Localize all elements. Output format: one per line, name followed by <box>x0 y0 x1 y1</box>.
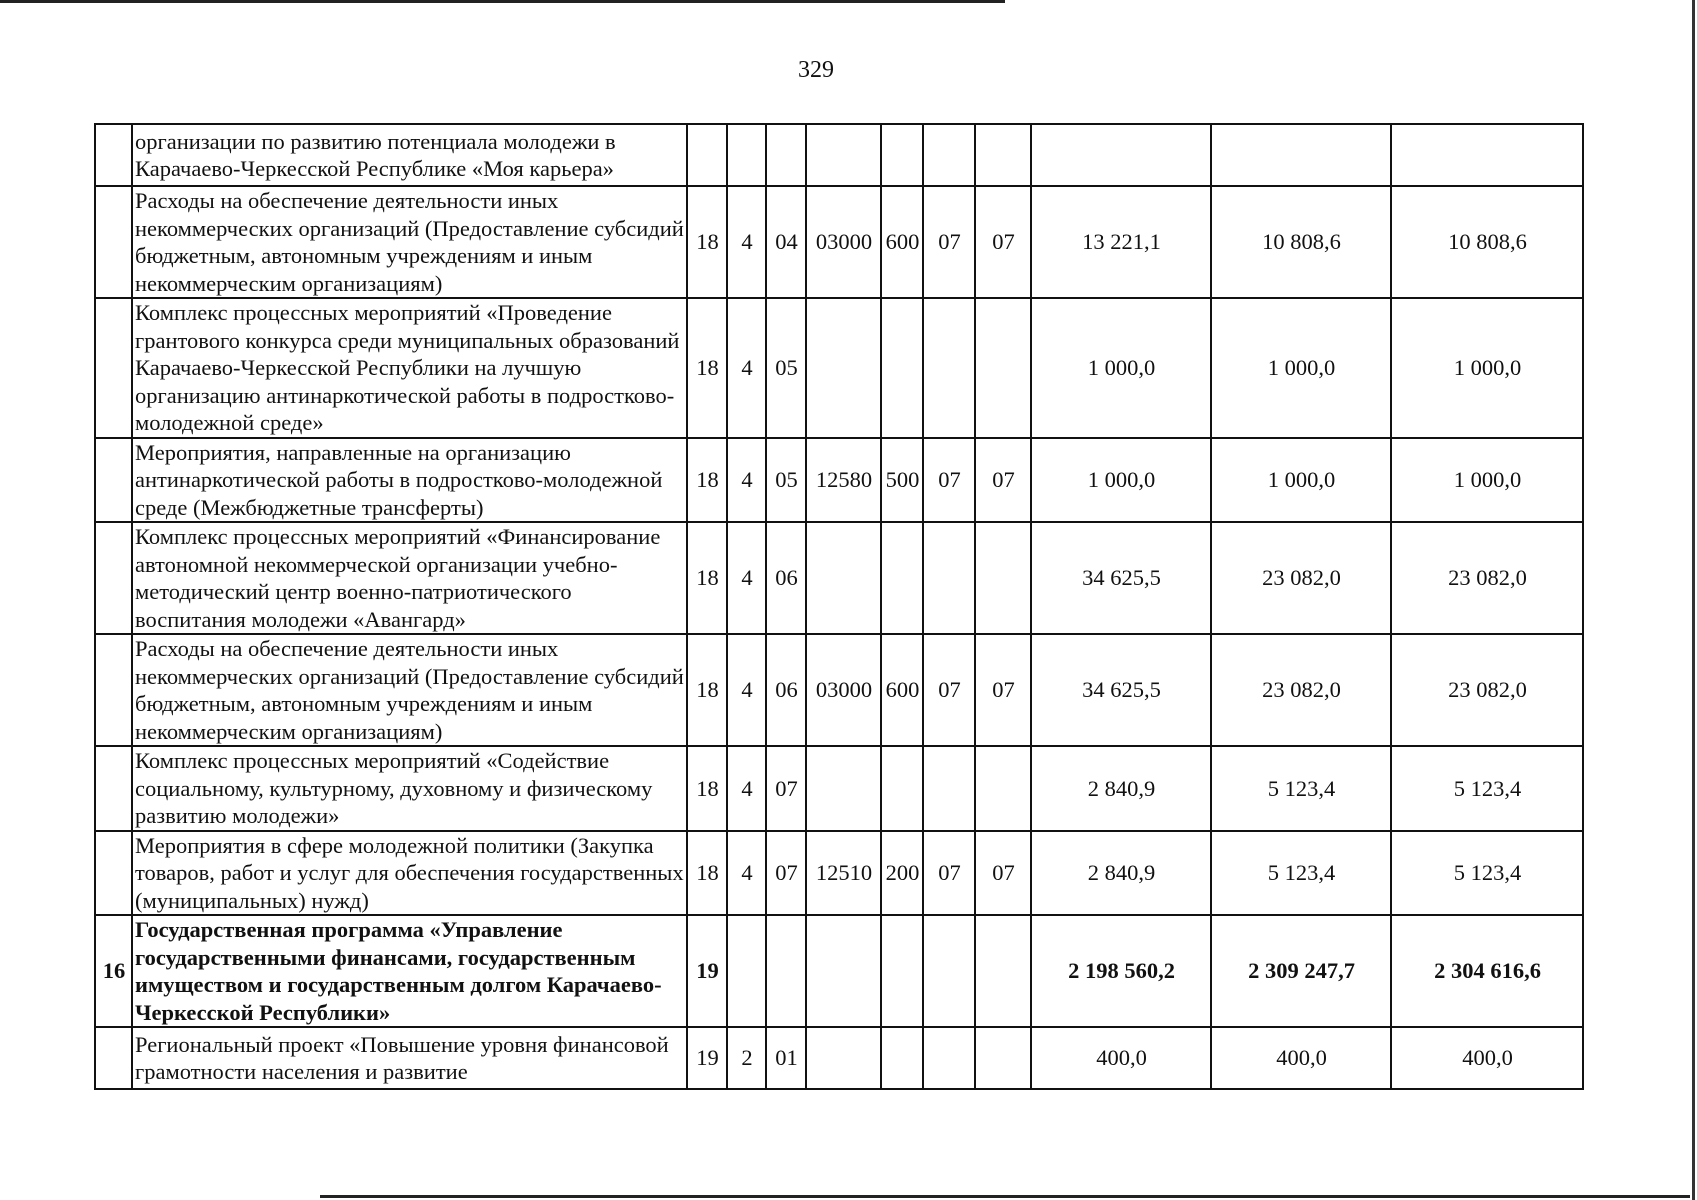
code-direction <box>806 124 881 186</box>
code-expense-type <box>881 298 923 438</box>
scan-edge-right <box>1692 0 1695 1200</box>
code-type: 4 <box>727 634 766 746</box>
row-name: Мероприятия в сфере молодежной политики (Закупка товаров, работ и услуг для обеспечения государственных (муниципальных) нужд) <box>132 831 687 916</box>
code-expense-type: 200 <box>881 831 923 916</box>
code-section <box>923 124 975 186</box>
amount-year-3: 5 123,4 <box>1391 831 1583 916</box>
code-subsection <box>975 522 1031 634</box>
amount-year-2: 5 123,4 <box>1211 831 1391 916</box>
code-section: 07 <box>923 186 975 298</box>
code-subsection <box>975 298 1031 438</box>
code-subsection: 07 <box>975 831 1031 916</box>
code-struct: 05 <box>766 438 806 523</box>
amount-year-1: 2 840,9 <box>1031 831 1211 916</box>
row-name: Комплекс процессных мероприятий «Содействие социальному, культурному, духовному и физическому развитию молодежи» <box>132 746 687 831</box>
amount-year-3: 10 808,6 <box>1391 186 1583 298</box>
table-row <box>95 746 1583 831</box>
table-row <box>95 831 1583 916</box>
amount-year-3: 1 000,0 <box>1391 298 1583 438</box>
code-type: 4 <box>727 522 766 634</box>
amount-year-3: 1 000,0 <box>1391 438 1583 523</box>
table-row <box>95 186 1583 298</box>
code-section: 07 <box>923 634 975 746</box>
code-direction: 12580 <box>806 438 881 523</box>
code-type: 4 <box>727 186 766 298</box>
row-number <box>95 438 132 523</box>
code-subsection: 07 <box>975 438 1031 523</box>
code-direction <box>806 1027 881 1089</box>
amount-year-1: 34 625,5 <box>1031 634 1211 746</box>
row-number <box>95 298 132 438</box>
code-gp: 18 <box>687 522 727 634</box>
amount-year-2: 23 082,0 <box>1211 522 1391 634</box>
code-gp: 18 <box>687 186 727 298</box>
code-gp: 18 <box>687 634 727 746</box>
code-gp: 18 <box>687 438 727 523</box>
code-gp: 18 <box>687 746 727 831</box>
amount-year-1: 1 000,0 <box>1031 438 1211 523</box>
scan-edge-top <box>0 0 1005 3</box>
code-expense-type <box>881 522 923 634</box>
code-gp: 18 <box>687 831 727 916</box>
code-direction <box>806 298 881 438</box>
code-gp <box>687 124 727 186</box>
row-number <box>95 124 132 186</box>
row-number <box>95 1027 132 1089</box>
code-struct: 07 <box>766 746 806 831</box>
code-section <box>923 522 975 634</box>
table-row <box>95 124 1583 186</box>
code-expense-type <box>881 1027 923 1089</box>
code-expense-type <box>881 746 923 831</box>
code-type <box>727 915 766 1027</box>
amount-year-1: 2 198 560,2 <box>1031 915 1211 1027</box>
row-name: Государственная программа «Управление государственными финансами, государственным имуществом и государственным долгом Карачаево-Черкесской Республики» <box>132 915 687 1027</box>
amount-year-3: 23 082,0 <box>1391 522 1583 634</box>
row-number: 16 <box>95 915 132 1027</box>
code-subsection <box>975 746 1031 831</box>
amount-year-2 <box>1211 124 1391 186</box>
code-type <box>727 124 766 186</box>
page-number: 329 <box>798 57 834 83</box>
table-row <box>95 1027 1583 1089</box>
code-struct <box>766 124 806 186</box>
code-struct: 04 <box>766 186 806 298</box>
code-subsection <box>975 915 1031 1027</box>
code-type: 4 <box>727 746 766 831</box>
amount-year-2: 10 808,6 <box>1211 186 1391 298</box>
amount-year-2: 2 309 247,7 <box>1211 915 1391 1027</box>
code-direction <box>806 522 881 634</box>
table-row <box>95 438 1583 523</box>
code-section <box>923 915 975 1027</box>
row-number <box>95 634 132 746</box>
table-body <box>95 124 1583 1089</box>
row-name: Мероприятия, направленные на организацию антинаркотической работы в подростково-молодежной среде (Межбюджетные трансферты) <box>132 438 687 523</box>
amount-year-2: 1 000,0 <box>1211 438 1391 523</box>
amount-year-1: 400,0 <box>1031 1027 1211 1089</box>
code-type: 4 <box>727 831 766 916</box>
row-number <box>95 522 132 634</box>
table-row <box>95 298 1583 438</box>
row-name: организации по развитию потенциала молодежи в Карачаево-Черкесской Республике «Моя карьера» <box>132 124 687 186</box>
row-name: Комплекс процессных мероприятий «Финансирование автономной некоммерческой организации учебно-методический центр военно-патриотического воспитания молодежи «Авангард» <box>132 522 687 634</box>
amount-year-3: 23 082,0 <box>1391 634 1583 746</box>
code-struct: 06 <box>766 522 806 634</box>
code-section <box>923 1027 975 1089</box>
code-struct: 06 <box>766 634 806 746</box>
row-number <box>95 186 132 298</box>
amount-year-2: 1 000,0 <box>1211 298 1391 438</box>
code-section: 07 <box>923 831 975 916</box>
code-gp: 19 <box>687 915 727 1027</box>
code-type: 2 <box>727 1027 766 1089</box>
code-expense-type <box>881 124 923 186</box>
amount-year-3: 2 304 616,6 <box>1391 915 1583 1027</box>
code-subsection: 07 <box>975 186 1031 298</box>
code-direction <box>806 915 881 1027</box>
row-name: Комплекс процессных мероприятий «Проведение грантового конкурса среди муниципальных образований Карачаево-Черкесской Республики на лучшую организацию антинаркотической работы в подростково-молодежной среде» <box>132 298 687 438</box>
code-subsection <box>975 1027 1031 1089</box>
table-row <box>95 915 1583 1027</box>
code-type: 4 <box>727 438 766 523</box>
amount-year-1: 1 000,0 <box>1031 298 1211 438</box>
table-row <box>95 522 1583 634</box>
code-struct <box>766 915 806 1027</box>
amount-year-1: 2 840,9 <box>1031 746 1211 831</box>
code-struct: 05 <box>766 298 806 438</box>
code-struct: 01 <box>766 1027 806 1089</box>
code-direction <box>806 746 881 831</box>
amount-year-2: 400,0 <box>1211 1027 1391 1089</box>
code-section <box>923 746 975 831</box>
code-section: 07 <box>923 438 975 523</box>
amount-year-1: 34 625,5 <box>1031 522 1211 634</box>
code-struct: 07 <box>766 831 806 916</box>
code-direction: 03000 <box>806 186 881 298</box>
row-number <box>95 746 132 831</box>
row-name: Расходы на обеспечение деятельности иных некоммерческих организаций (Предоставление субсидий бюджетным, автономным учреждениям и иным некоммерческим организациям) <box>132 634 687 746</box>
amount-year-2: 23 082,0 <box>1211 634 1391 746</box>
row-number <box>95 831 132 916</box>
code-type: 4 <box>727 298 766 438</box>
code-subsection <box>975 124 1031 186</box>
code-direction: 03000 <box>806 634 881 746</box>
code-direction: 12510 <box>806 831 881 916</box>
amount-year-1 <box>1031 124 1211 186</box>
code-subsection: 07 <box>975 634 1031 746</box>
row-name: Региональный проект «Повышение уровня финансовой грамотности населения и развитие <box>132 1027 687 1089</box>
amount-year-1: 13 221,1 <box>1031 186 1211 298</box>
amount-year-3: 5 123,4 <box>1391 746 1583 831</box>
code-expense-type: 600 <box>881 186 923 298</box>
code-expense-type: 600 <box>881 634 923 746</box>
amount-year-3: 400,0 <box>1391 1027 1583 1089</box>
table-row <box>95 634 1583 746</box>
code-gp: 19 <box>687 1027 727 1089</box>
budget-table <box>94 123 1584 1090</box>
code-section <box>923 298 975 438</box>
amount-year-2: 5 123,4 <box>1211 746 1391 831</box>
amount-year-3 <box>1391 124 1583 186</box>
code-gp: 18 <box>687 298 727 438</box>
scan-edge-bottom <box>320 1195 1690 1198</box>
code-expense-type: 500 <box>881 438 923 523</box>
code-expense-type <box>881 915 923 1027</box>
row-name: Расходы на обеспечение деятельности иных некоммерческих организаций (Предоставление субсидий бюджетным, автономным учреждениям и иным некоммерческим организациям) <box>132 186 687 298</box>
